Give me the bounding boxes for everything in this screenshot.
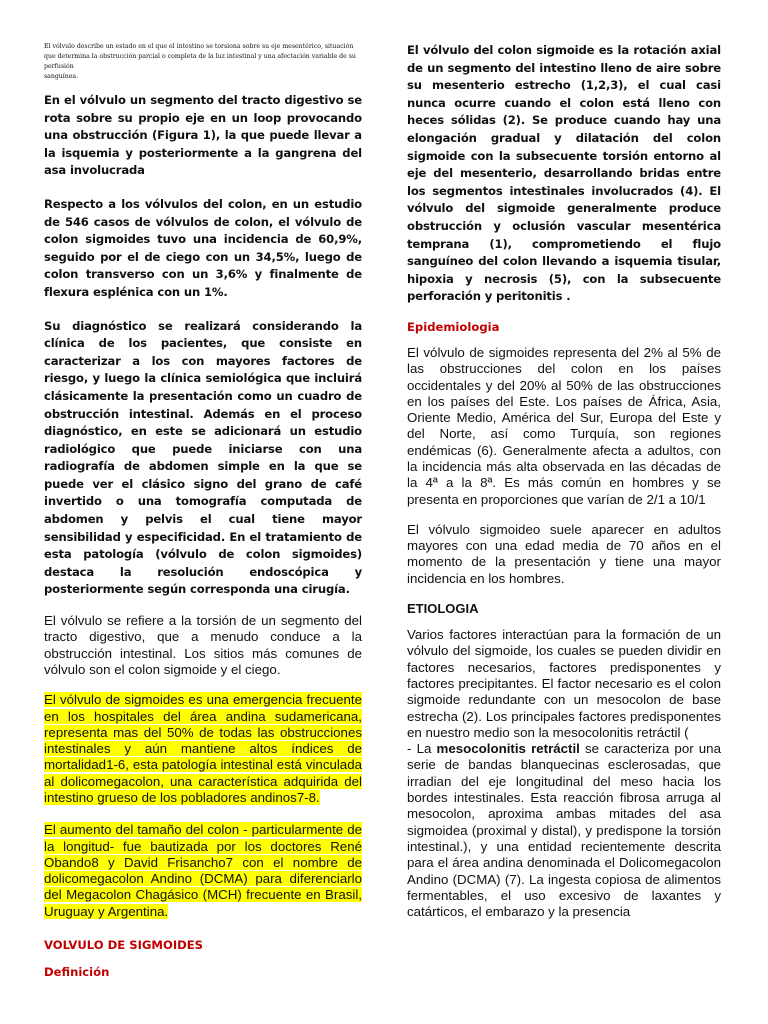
heading-volvulo-sigmoides: VOLVULO DE SIGMOIDES xyxy=(44,938,204,953)
paragraph-epidemiologia: El vólvulo de sigmoides representa del 2% al 5% de las obstrucciones del colon en los países occidentales y del 20% al 50% de las obstrucciones en los países del Este. Los países de África, Asia, Oriente Medio, América del Sur, Europa del Este y del Norte, así como Turquía, son regiones endémicas (6). Generalmente afecta a adultos, con la incidencia más alta observada en las décadas de la 4ª a la 8ª. Es más común en hombres y se presenta en proporciones que varían de 2/1 a 10/1 xyxy=(407,344,721,507)
paragraph-colon-study: Respecto a los vólvulos del colon, en un estudio de 546 casos de vólvulos de colon, el vólvulo de colon sigmoides tuvo una incidencia de 60,9%, seguido por el de ciego con un 34,5%, luego de colon transverso con un 3,6% y finalmente de flexura esplénica con un 1%. xyxy=(44,196,362,299)
heading-epidemiologia: Epidemiologia xyxy=(407,319,500,334)
mesocolonitis-term: mesocolonitis retráctil xyxy=(436,741,580,757)
paragraph-mesocolonitis xyxy=(407,741,721,920)
paragraph-volvulo-definition: El vólvulo se refiere a la torsión de un segmento del tracto digestivo, que a menudo conduce a la obstrucción intestinal. Los sitios más comunes de vólvulo son el colon sigmoide y el ciego. xyxy=(44,613,362,677)
highlight-dolicomegacolon: El aumento del tamaño del colon - particularmente de la longitud- fue bautizada por los doctores René Obando8 y David Frisancho7 con el nombre de dolicomegacolon Andino (DCMA) para diferenciarlo del Megacolon Chagásico (MCH) frecuente en Brasil, Uruguay y Argentina. xyxy=(44,822,362,919)
paragraph-highlight-dolicomegacolon xyxy=(44,822,362,920)
tiny-intro xyxy=(44,42,362,82)
left-column xyxy=(44,42,362,979)
highlight-andina: El vólvulo de sigmoides es una emergencia frecuente en los hospitales del área andina sudamericana, representa mas del 50% de todas las obstrucciones intestinales y aún mantiene altos índices de mortalidad1-6, esta patología intestinal está vinculada al dolicomegacolon, una característica adquirida del intestino grueso de los pobladores andinos7-8. xyxy=(44,692,362,805)
mesocolonitis-prefix: - La xyxy=(407,741,437,757)
tiny-intro-end: sanguínea. xyxy=(44,73,79,80)
paragraph-volvulo-intro: En el vólvulo un segmento del tracto digestivo se rota sobre su propio eje en un loop provocando una obstrucción (Figura 1), la que puede llevar a la isquemia y posteriormente a la gangrena del asa involucrada xyxy=(44,93,362,178)
right-column xyxy=(407,42,721,920)
mesocolonitis-text: se caracteriza por una serie de bandas blanquecinas esclerosadas, que irradian del eje longitudinal del meso hacia los bordes intestinales. Esta reacción fibrosa arruga al mesocolon, aproxima ambas mitades del asa sigmoidea (proximal y distal), y predispone la torsión intestinal.), y una entidad recientemente descrita para el área andina denominada el Dolicomegacolon Andino (DCMA) (7). La ingesta copiosa de alimentos fermentables, el uso excesivo de laxantes y catárticos, el embarazo y la presencia xyxy=(407,741,721,920)
heading-definicion: Definición xyxy=(44,965,110,980)
paragraph-etiologia: Varios factores interactúan para la formación de un vólvulo del sigmoide, los cuales se pueden dividir en factores necesarios, factores predisponentes y factores precipitantes. El factor necesario es el colon sigmoide redundante con un mesocolon de base estrecha (2). Los principales factores predisponentes en nuestro medio son la mesocolonitis retráctil ( xyxy=(407,627,721,740)
paragraph-edad: El vólvulo sigmoideo suele aparecer en adultos mayores con una edad media de 70 años en el momento de la presentación y tiene una mayor incidencia en los hombres. xyxy=(407,521,721,586)
tiny-intro-text: El vólvulo describe un estado en el que el intestino se torsiona sobre su eje mesentérico, situación que determina la obstrucción parcial o completa de la luz intestinal y una afectación variable de su perfusión xyxy=(44,43,356,70)
paragraph-definicion-volvulo: El vólvulo del colon sigmoide es la rotación axial de un segmento del intestino lleno de aire sobre su mesenterio estrecho (1,2,3), el cual casi nunca ocurre cuando el colon está lleno con heces sólidas (2). Se produce cuando hay una elongación gradual y dilatación del colon sigmoide con la subsecuente torsión entorno al eje del mesenterio, desarrollando bridas entre los segmentos intestinales involucrados (4). El vólvulo del sigmoide generalmente produce obstrucción y oclusión vascular mesentérica temprana (1), comprometiendo el flujo sanguíneo del colon llevando a isquemia tisular, hipoxia y necrosis (5), con la subsecuente perforación y peritonitis . xyxy=(407,43,721,304)
paragraph-highlight-andina xyxy=(44,692,362,806)
heading-etiologia: ETIOLOGIA xyxy=(407,601,479,617)
paragraph-diagnostico: Su diagnóstico se realizará considerando la clínica de los pacientes, que consiste en caracterizar a los con mayores factores de riesgo, y luego la clínica semiológica que incluirá clásicamente la presentación como un cuadro de obstrucción intestinal. Además en el proceso diagnóstico, en este se adicionará un estudio radiológico que puede iniciarse con una radiografía de abdomen simple en la que se puede ver el clásico signo del grano de café invertido o una tomografía computada de abdomen y pelvis el cual tiene mayor sensibilidad y especificidad. En el tratamiento de esta patología (vólvulo de colon sigmoides) destaca la resolución endoscópica y posteriormente según corresponda una cirugía. xyxy=(44,318,362,597)
